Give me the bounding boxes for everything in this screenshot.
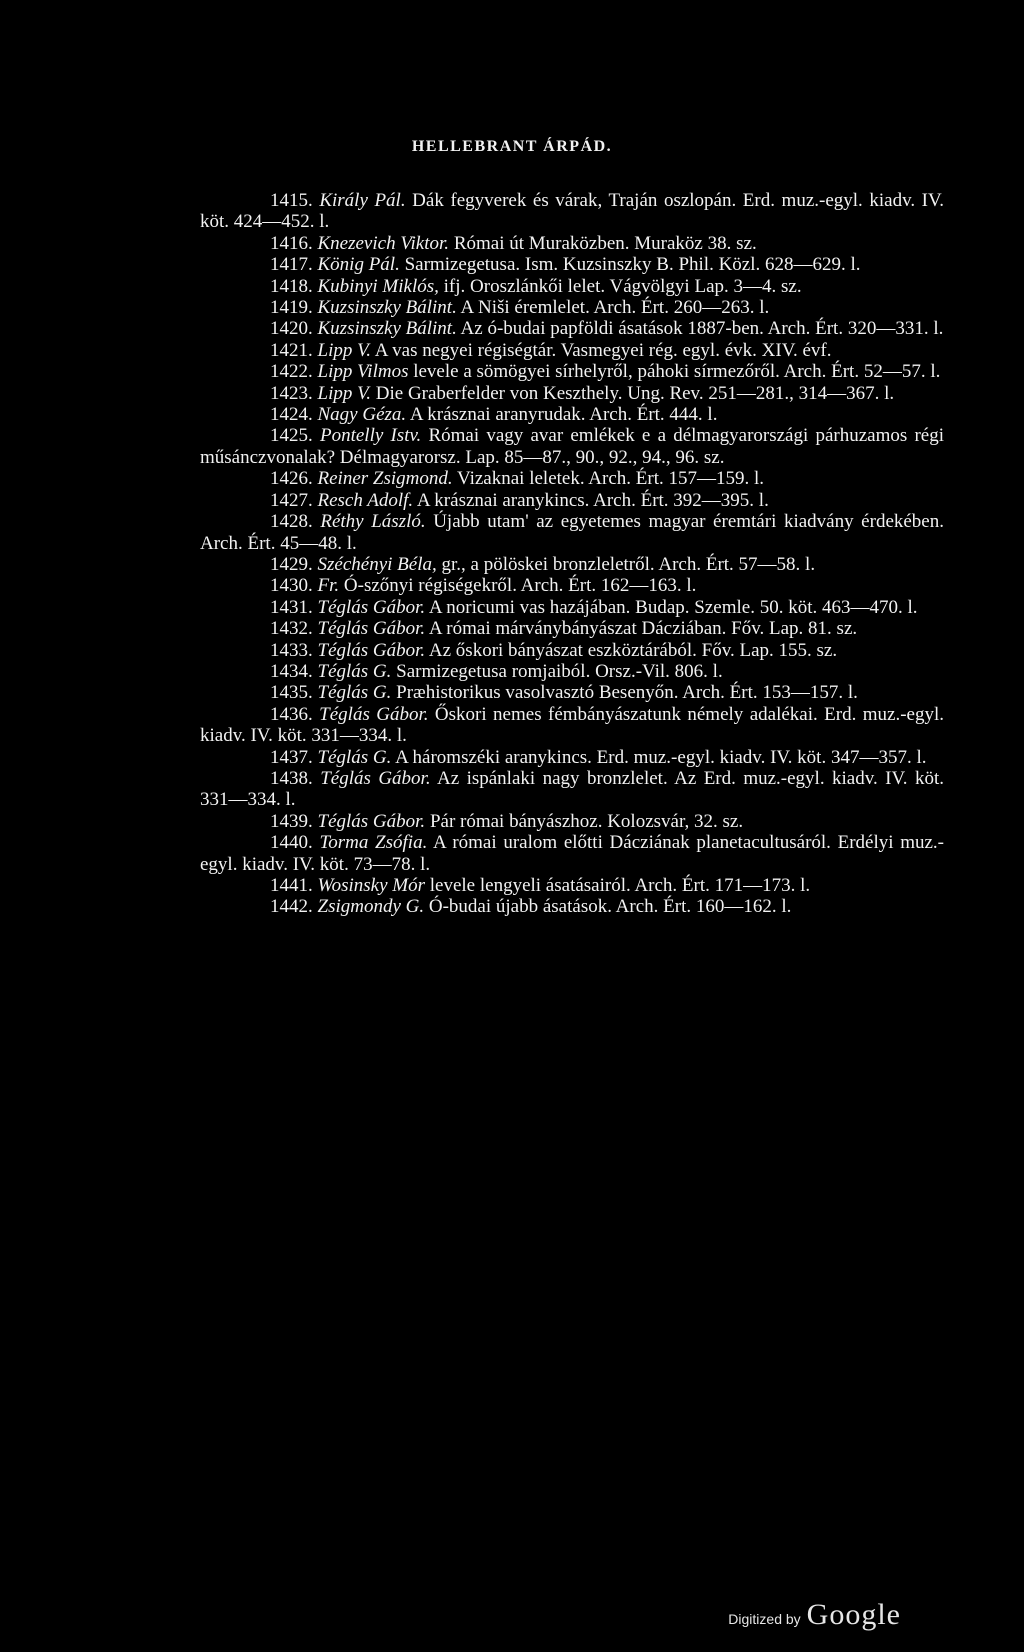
entry-number: 1429. <box>270 553 313 575</box>
bibliography-entry <box>200 661 944 682</box>
entry-text: A Niši éremlelet. Arch. Ért. 260—263. l. <box>456 297 770 319</box>
entry-number: 1416. <box>270 232 313 254</box>
google-logo: Google <box>806 1598 901 1631</box>
entry-text: Vizaknai leletek. Arch. Ért. 157—159. l. <box>452 468 765 490</box>
entry-number: 1437. <box>270 746 313 768</box>
entry-text: A krásznai aranyrudak. Arch. Ért. 444. l. <box>406 404 718 426</box>
bibliography-entry <box>200 768 944 811</box>
entry-author: König Pál. <box>317 254 400 276</box>
bibliography-entry <box>200 896 944 917</box>
bibliography-entry <box>200 383 944 404</box>
bibliography-entry <box>200 640 944 661</box>
entry-text: Ó-budai újabb ásatások. Arch. Ért. 160—162. l. <box>424 896 792 918</box>
running-head: HELLEBRANT ÁRPÁD. <box>411 138 613 155</box>
digitized-by-label: Digitized by <box>728 1611 801 1627</box>
bibliography-entry <box>200 340 944 361</box>
bibliography-entry <box>200 575 944 596</box>
entry-author: Király Pál. <box>319 190 406 211</box>
entry-text: A háromszéki aranykincs. Erd. muz.-egyl. kiadv. IV. köt. 347—357. l. <box>391 746 927 768</box>
entry-number: 1427. <box>270 489 313 511</box>
bibliography-entry <box>200 425 944 468</box>
entry-number: 1426. <box>270 468 313 490</box>
entry-text: Római út Muraközben. Muraköz 38. sz. <box>449 232 757 254</box>
entry-text: Præhistorikus vasolvasztó Besenyőn. Arch. Ért. 153—157. l. <box>391 682 858 704</box>
entry-number: 1428. <box>270 511 313 533</box>
bibliography-entry <box>200 404 944 425</box>
entry-author: Téglás G. <box>317 682 392 704</box>
entry-text: Az ó-budai papföldi ásatások 1887-ben. Arch. Ért. 320—331. l. <box>456 318 944 340</box>
entry-author: Lipp Vilmos <box>317 361 409 383</box>
entry-number: 1431. <box>270 596 313 618</box>
entry-text: A noricumi vas hazájában. Budap. Szemle. 50. köt. 463—470. l. <box>425 596 918 618</box>
entry-number: 1418. <box>270 275 313 297</box>
entry-author: Wosinsky Mór <box>317 875 425 896</box>
entry-number: 1432. <box>270 618 313 640</box>
entry-author: Reiner Zsigmond. <box>317 468 453 490</box>
entry-author: Fr. <box>317 575 340 597</box>
entry-text: Sarmizegetusa romjaiból. Orsz.-Vil. 806. l. <box>391 660 723 682</box>
entry-text: Római vagy avar emlékek e a délmagyarországi párhuzamos régi műsánczvonalak? Délmagyarorsz. Lap. 85—87., 90., 92., 94., 96. sz. <box>200 425 945 468</box>
entry-number: 1441. <box>270 875 313 896</box>
entry-author: Pontelly Istv. <box>319 425 422 447</box>
entry-number: 1436. <box>270 703 313 725</box>
entry-author: Téglás Gábor. <box>317 618 426 640</box>
bibliography-entry <box>200 618 944 639</box>
entry-text: levele lengyeli ásatásairól. Arch. Ért. 171—173. l. <box>425 875 811 896</box>
entry-number: 1421. <box>270 339 313 361</box>
bibliography-entry <box>200 468 944 489</box>
entry-text: Újabb utam' az egyetemes magyar éremtári kiadvány érdekében. Arch. Ért. 45—48. l. <box>200 511 944 554</box>
entry-text: A római uralom előtti Dácziának planetacultusáról. Erdélyi muz.-egyl. kiadv. IV. köt. 73—78. l. <box>200 832 944 875</box>
entry-number: 1422. <box>270 361 313 383</box>
entry-text: Őskori nemes fémbányászatunk némely adalékai. Erd. muz.-egyl. kiadv. IV. köt. 331—334. l. <box>200 703 944 747</box>
entry-author: Kuzsinszky Bálint. <box>317 318 457 340</box>
entry-author: Téglás G. <box>317 660 392 682</box>
entry-author: Téglás G. <box>317 746 392 768</box>
entry-text: A krásznai aranykincs. Arch. Ért. 392—395. l. <box>413 489 769 511</box>
bibliography-list <box>200 190 944 918</box>
entry-author: Kuzsinszky Bálint. <box>317 297 457 319</box>
digitized-by-footer <box>728 1598 901 1632</box>
entry-number: 1415. <box>270 190 313 211</box>
entry-author: Téglás Gábor. <box>317 596 426 618</box>
entry-text: gr., a pölöskei bronzleletről. Arch. Ért. 57—58. l. <box>436 553 816 575</box>
entry-text: levele a sömögyei sírhelyről, páhoki sírmezőről. Arch. Ért. 52—57. l. <box>408 361 941 383</box>
bibliography-entry <box>200 554 944 575</box>
entry-author: Téglás Gábor. <box>317 639 426 661</box>
entry-text: Az ispánlaki nagy bronzlelet. Az Erd. muz.-egyl. kiadv. IV. köt. 331—334. l. <box>200 767 944 811</box>
entry-author: Resch Adolf. <box>317 489 414 511</box>
entry-text: Die Graberfelder von Keszthely. Ung. Rev. 251—281., 314—367. l. <box>371 382 895 404</box>
bibliography-entry <box>200 875 944 896</box>
bibliography-entry <box>200 811 944 832</box>
entry-author: Knezevich Viktor. <box>317 232 450 254</box>
entry-author: Kubinyi Miklós, <box>317 275 439 297</box>
entry-author: Réthy László. <box>320 511 426 533</box>
entry-author: Lipp V. <box>317 382 372 404</box>
entry-text: Az őskori bányászat eszköztárából. Főv. Lap. 155. sz. <box>425 639 838 661</box>
entry-number: 1417. <box>270 254 313 276</box>
entry-author: Téglás Gábor. <box>320 767 431 789</box>
bibliography-entry <box>200 682 944 703</box>
bibliography-entry <box>200 276 944 297</box>
entry-text: Sarmizegetusa. Ism. Kuzsinszky B. Phil. Közl. 628—629. l. <box>399 254 861 276</box>
entry-text: ifj. Oroszlánkői lelet. Vágvölgyi Lap. 3—4. sz. <box>438 275 802 297</box>
bibliography-entry <box>200 318 944 339</box>
bibliography-entry <box>200 747 944 768</box>
bibliography-entry <box>200 233 944 254</box>
entry-text: Pár római bányászhoz. Kolozsvár, 32. sz. <box>425 810 744 832</box>
entry-number: 1419. <box>270 297 313 319</box>
entry-number: 1420. <box>270 318 313 340</box>
entry-number: 1442. <box>270 896 313 918</box>
entry-text: Dák fegyverek és várak, Traján oszlopán. Erd. muz.-egyl. kiadv. IV. köt. 424—452. l. <box>200 190 945 233</box>
entry-text: Ó-szőnyi régiségekről. Arch. Ért. 162—163. l. <box>339 575 697 597</box>
entry-number: 1425. <box>270 425 313 447</box>
bibliography-entry <box>200 832 944 875</box>
entry-number: 1423. <box>270 382 313 404</box>
entry-number: 1440. <box>270 832 313 854</box>
entry-number: 1434. <box>270 660 313 682</box>
bibliography-entry <box>200 511 944 554</box>
entry-author: Téglás Gábor. <box>319 703 429 725</box>
entry-number: 1439. <box>270 810 313 832</box>
entry-author: Széchényi Béla, <box>317 553 437 575</box>
entry-number: 1424. <box>270 404 313 426</box>
bibliography-entry <box>200 190 944 233</box>
bibliography-entry <box>200 254 944 275</box>
entry-author: Nagy Géza. <box>317 404 407 426</box>
entry-number: 1438. <box>270 767 313 789</box>
entry-text: A vas negyei régiségtár. Vasmegyei rég. egyl. évk. XIV. évf. <box>371 339 832 361</box>
entry-author: Téglás Gábor. <box>317 810 426 832</box>
bibliography-entry <box>200 297 944 318</box>
bibliography-entry <box>200 704 944 747</box>
bibliography-entry <box>200 597 944 618</box>
entry-author: Torma Zsófia. <box>319 832 428 854</box>
entry-text: A római márványbányászat Dácziában. Főv. Lap. 81. sz. <box>425 618 858 640</box>
entry-number: 1435. <box>270 682 313 704</box>
entry-author: Zsigmondy G. <box>317 896 425 918</box>
entry-number: 1430. <box>270 575 313 597</box>
entry-number: 1433. <box>270 639 313 661</box>
entry-author: Lipp V. <box>317 339 372 361</box>
bibliography-entry <box>200 361 944 382</box>
bibliography-entry <box>200 490 944 511</box>
